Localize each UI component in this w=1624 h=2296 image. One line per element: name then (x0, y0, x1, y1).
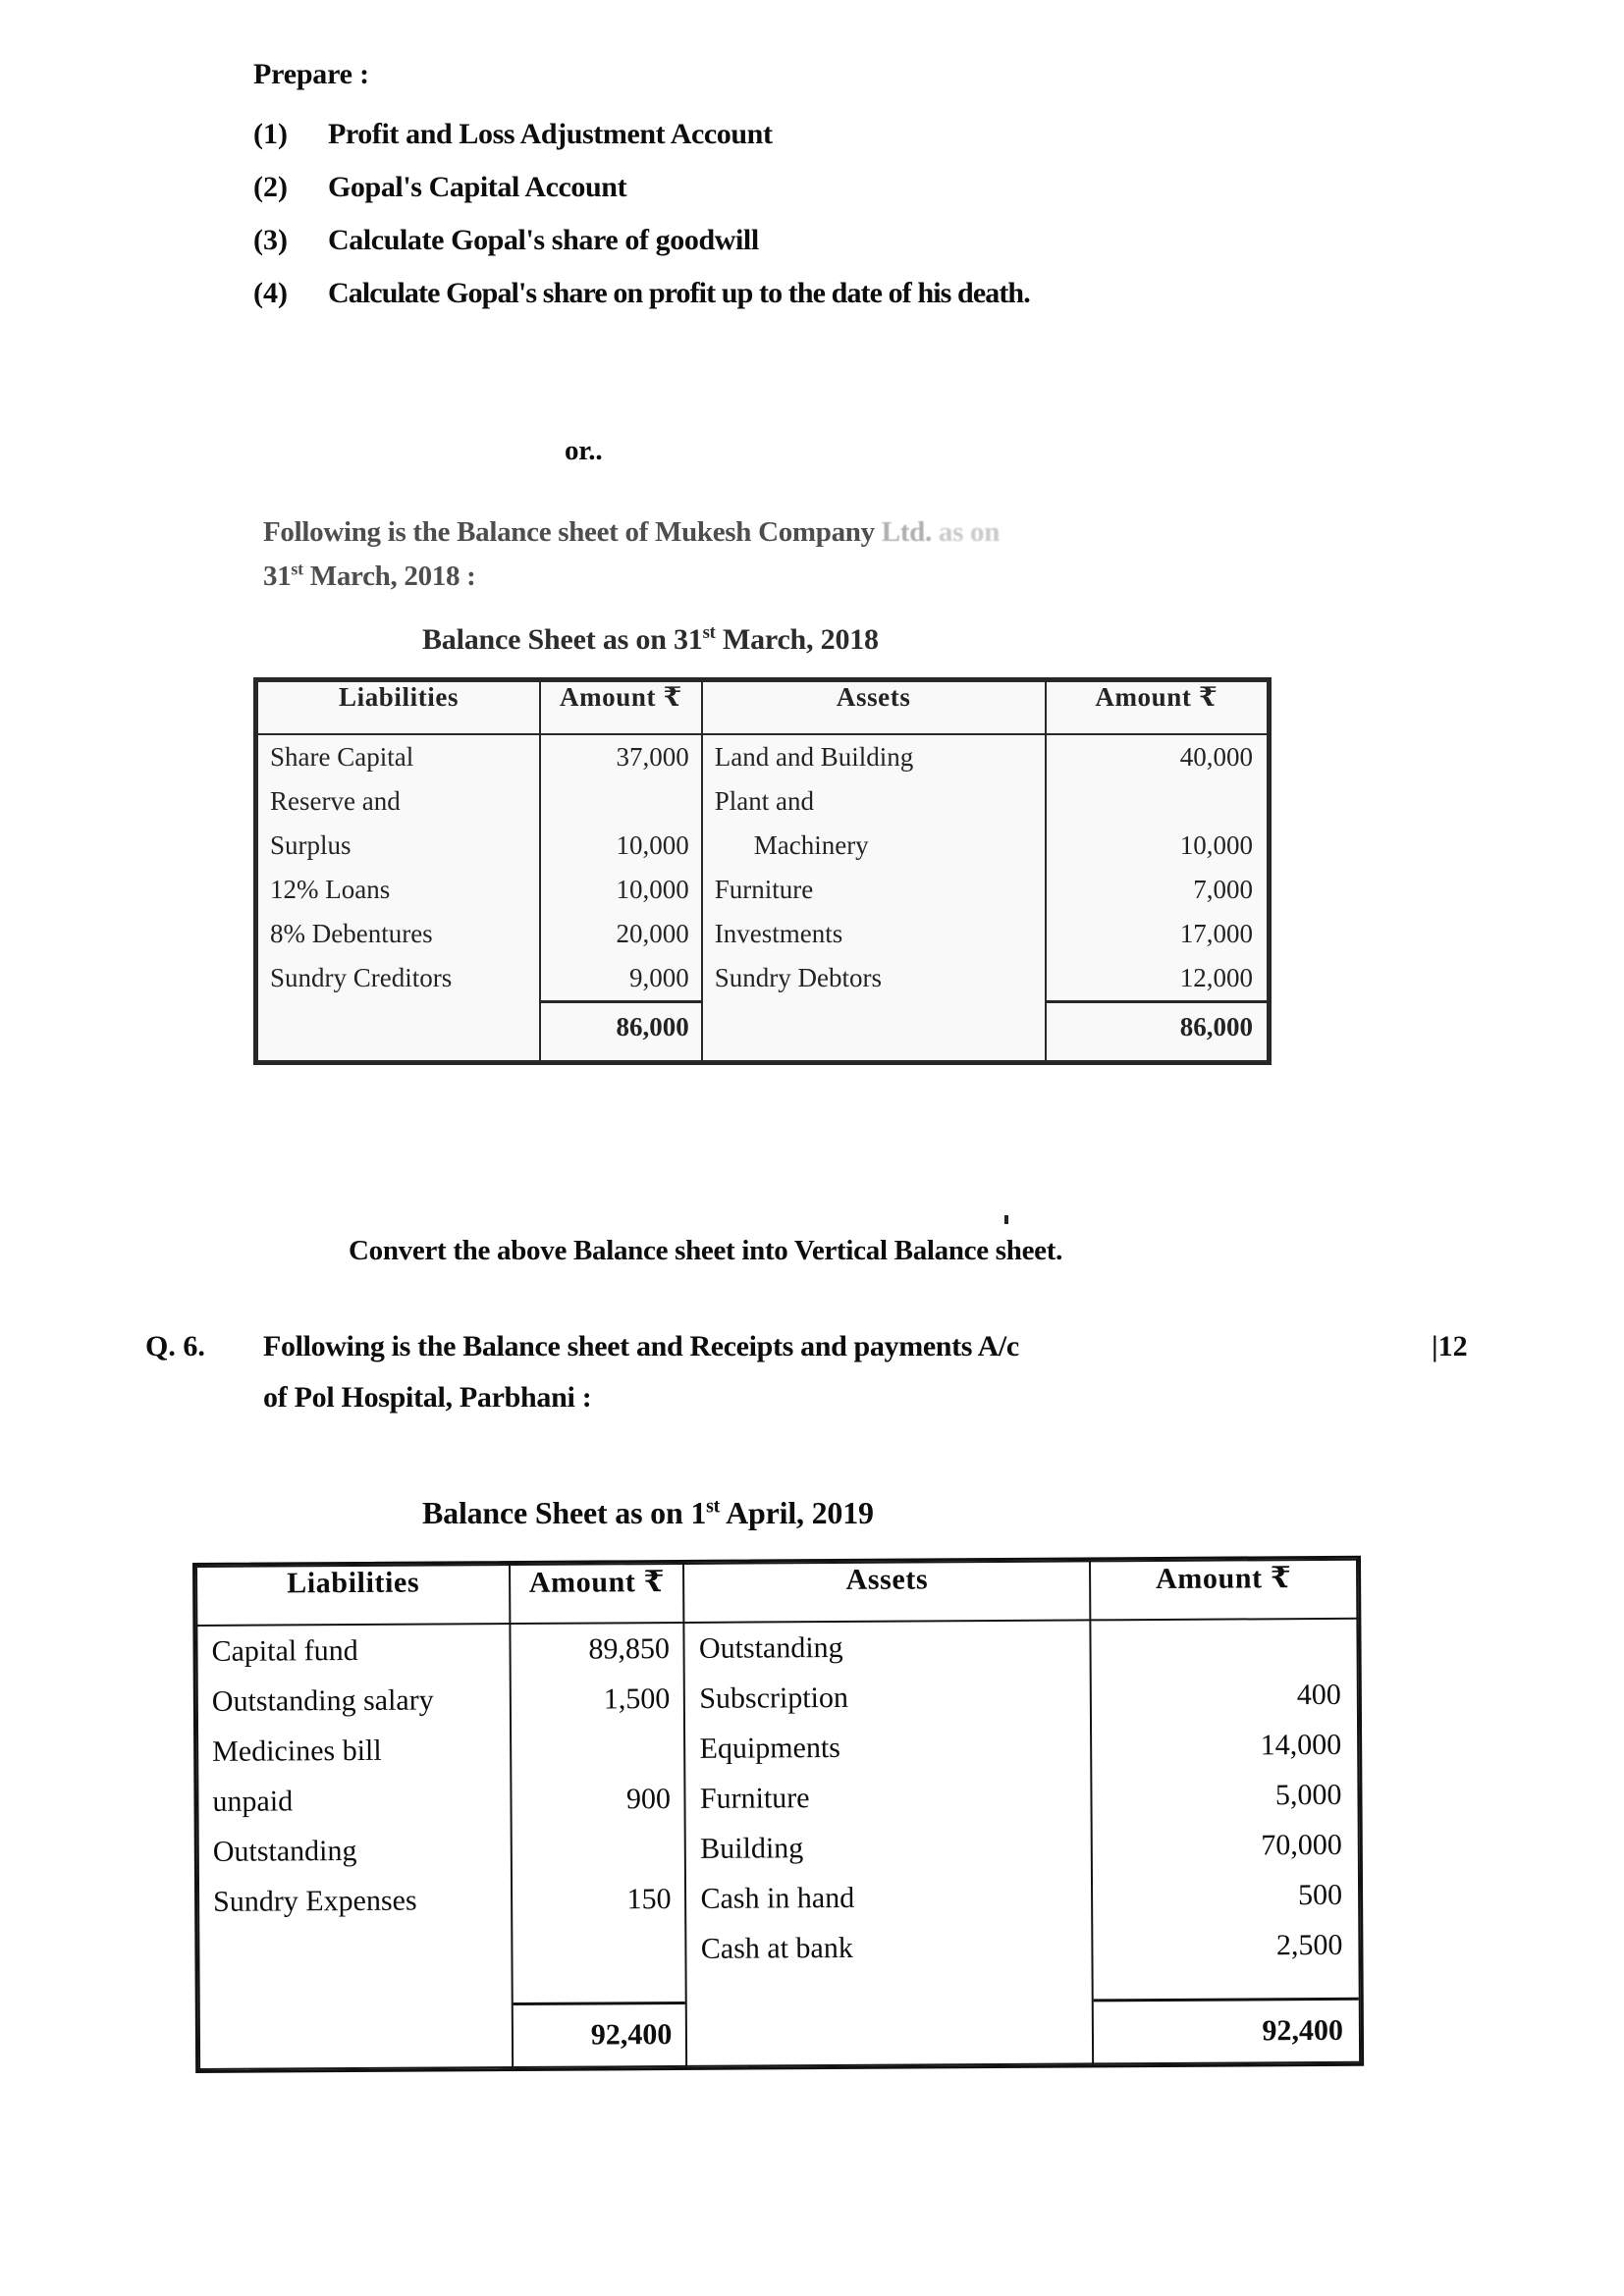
list-item-number: (1) (253, 118, 288, 150)
row-amount (525, 1724, 671, 1775)
row-label: Subscription (699, 1681, 849, 1715)
intro-date-ordinal: st (291, 559, 303, 579)
row-amount: 500 (1297, 1878, 1343, 1912)
column-header-amount-left: Amount ₹ (540, 681, 702, 734)
intro-text-part2: Ltd. (881, 516, 939, 548)
row-label: unpaid (212, 1785, 294, 1818)
column-header-amount-right: Amount ₹ (1046, 681, 1268, 734)
row-label: 8% Debentures (270, 919, 433, 948)
row-label: Outstanding (698, 1630, 843, 1665)
list-item (253, 224, 1432, 257)
row-amount: 900 (625, 1783, 672, 1816)
total-assets: 92,400 (1094, 1998, 1359, 2063)
list-item (253, 171, 1432, 204)
title-part2: March, 2018 (715, 623, 879, 656)
intro-text-part3: as on (938, 516, 1001, 548)
row-label: Sundry Expenses (213, 1884, 417, 1918)
total-liabilities: 86,000 (541, 1000, 701, 1050)
question-text-line2: of Pol Hospital, Parbhani : (263, 1381, 592, 1414)
intro-date-day: 31 (263, 560, 292, 592)
row-label: Outstanding salary (211, 1683, 434, 1718)
row-label: Share Capital (270, 742, 414, 772)
question-text-line1: Following is the Balance sheet and Receipts and payments A/c (263, 1330, 1019, 1362)
total-liabilities: 92,400 (514, 2002, 686, 2066)
intro-date-rest: March, 2018 : (302, 560, 476, 592)
title-ordinal: st (702, 622, 716, 643)
question-6-first-line (145, 1330, 1540, 1363)
balance-sheet-1-table (253, 677, 1272, 1065)
assets-cell (702, 734, 1046, 1061)
row-label: Surplus (270, 830, 352, 860)
question-6 (145, 1330, 1540, 1415)
row-amount: 9,000 (628, 963, 689, 992)
column-header-amount-right: Amount ₹ (1090, 1560, 1357, 1621)
title-part1: Balance Sheet as on 31 (422, 623, 703, 656)
balance-sheet-2-title (422, 1492, 874, 1533)
table-row (257, 734, 1268, 1061)
list-item-label: Calculate Gopal's share of goodwill (328, 224, 759, 256)
liabilities-cell (196, 1624, 513, 2069)
row-amount: 1,500 (603, 1682, 671, 1716)
row-label: Land and Building (714, 742, 914, 772)
row-label: Building (700, 1832, 804, 1865)
row-label: Sundry Debtors (714, 963, 882, 992)
list-item-number: (2) (253, 171, 288, 203)
liabilities-amount-cell (511, 1623, 687, 2067)
row-amount: 10,000 (616, 830, 689, 860)
question-marks: |12 (1432, 1330, 1468, 1362)
list-item-label: Calculate Gopal's share on profit up to the date of his death. (328, 277, 1030, 309)
row-label: Equipments (699, 1731, 841, 1765)
row-amount: 10,000 (616, 875, 689, 904)
balance-sheet-1-title (422, 620, 879, 660)
assets-amount-cell (1046, 734, 1268, 1061)
row-label: Capital fund (211, 1633, 358, 1668)
row-amount: 40,000 (1179, 742, 1253, 772)
assets-cell (684, 1620, 1093, 2066)
row-amount: 14,000 (1260, 1728, 1342, 1762)
list-item (253, 118, 1432, 151)
prepare-list (253, 118, 1432, 330)
row-label: Furniture (714, 875, 814, 904)
row-amount: 37,000 (616, 742, 689, 772)
column-header-liabilities: Liabilities (196, 1565, 510, 1626)
row-label: Investments (714, 919, 843, 948)
assets-amount-cell (1090, 1619, 1360, 2064)
list-item-label: Profit and Loss Adjustment Account (328, 118, 773, 150)
table-header-row (196, 1560, 1357, 1626)
row-amount: 12,000 (1179, 963, 1253, 992)
prepare-label: Prepare : (253, 58, 369, 90)
row-label: Sundry Creditors (270, 963, 453, 992)
row-amount: 400 (1296, 1678, 1341, 1712)
row-label: Cash in hand (700, 1881, 855, 1915)
row-amount (1060, 779, 1253, 824)
row-label: Medicines bill (212, 1734, 382, 1768)
table-header-row (257, 681, 1268, 734)
row-amount (553, 779, 689, 824)
title-part1: Balance Sheet as on 1 (422, 1495, 707, 1530)
convert-instruction: Convert the above Balance sheet into Vertical Balance sheet. (349, 1235, 1063, 1266)
row-label: Plant and (714, 786, 814, 816)
row-label: Furniture (699, 1782, 810, 1815)
balance-sheet-2-table (192, 1556, 1364, 2073)
list-item-label: Gopal's Capital Account (328, 171, 627, 203)
row-amount (1107, 1620, 1340, 1671)
row-amount: 7,000 (1193, 875, 1253, 904)
title-part2: April, 2019 (720, 1495, 874, 1530)
row-label: 12% Loans (270, 875, 391, 904)
row-amount: 10,000 (1179, 830, 1253, 860)
row-label: Outstanding (212, 1834, 357, 1868)
scan-artifact-dot (1004, 1215, 1008, 1224)
intro-text-part1: Following is the Balance sheet of Mukesh Company (263, 516, 882, 548)
list-item (253, 277, 1432, 310)
column-header-assets: Assets (702, 681, 1046, 734)
row-amount: 20,000 (616, 919, 689, 948)
column-header-amount-left: Amount ₹ (510, 1564, 684, 1624)
liabilities-amount-cell (540, 734, 702, 1061)
or-separator: or.. (565, 435, 603, 466)
table-row (196, 1619, 1360, 2069)
row-label: Cash at bank (700, 1931, 853, 1965)
row-amount: 89,850 (588, 1632, 671, 1666)
row-amount: 5,000 (1274, 1778, 1342, 1812)
row-amount: 2,500 (1275, 1928, 1343, 1962)
list-item-number: (3) (253, 224, 288, 256)
title-ordinal: st (706, 1495, 721, 1518)
row-amount (526, 1824, 672, 1875)
row-amount: 150 (626, 1883, 672, 1916)
row-label: Reserve and (270, 786, 401, 816)
row-amount: 17,000 (1179, 919, 1253, 948)
question-number: Q. 6. (145, 1330, 205, 1362)
list-item-number: (4) (253, 277, 288, 309)
column-header-assets: Assets (683, 1561, 1090, 1623)
row-label: Machinery (753, 830, 869, 860)
intro-paragraph (263, 510, 1363, 599)
column-header-liabilities: Liabilities (257, 681, 540, 734)
total-assets: 86,000 (1047, 1000, 1267, 1050)
liabilities-cell (257, 734, 540, 1061)
row-amount: 70,000 (1261, 1828, 1342, 1862)
